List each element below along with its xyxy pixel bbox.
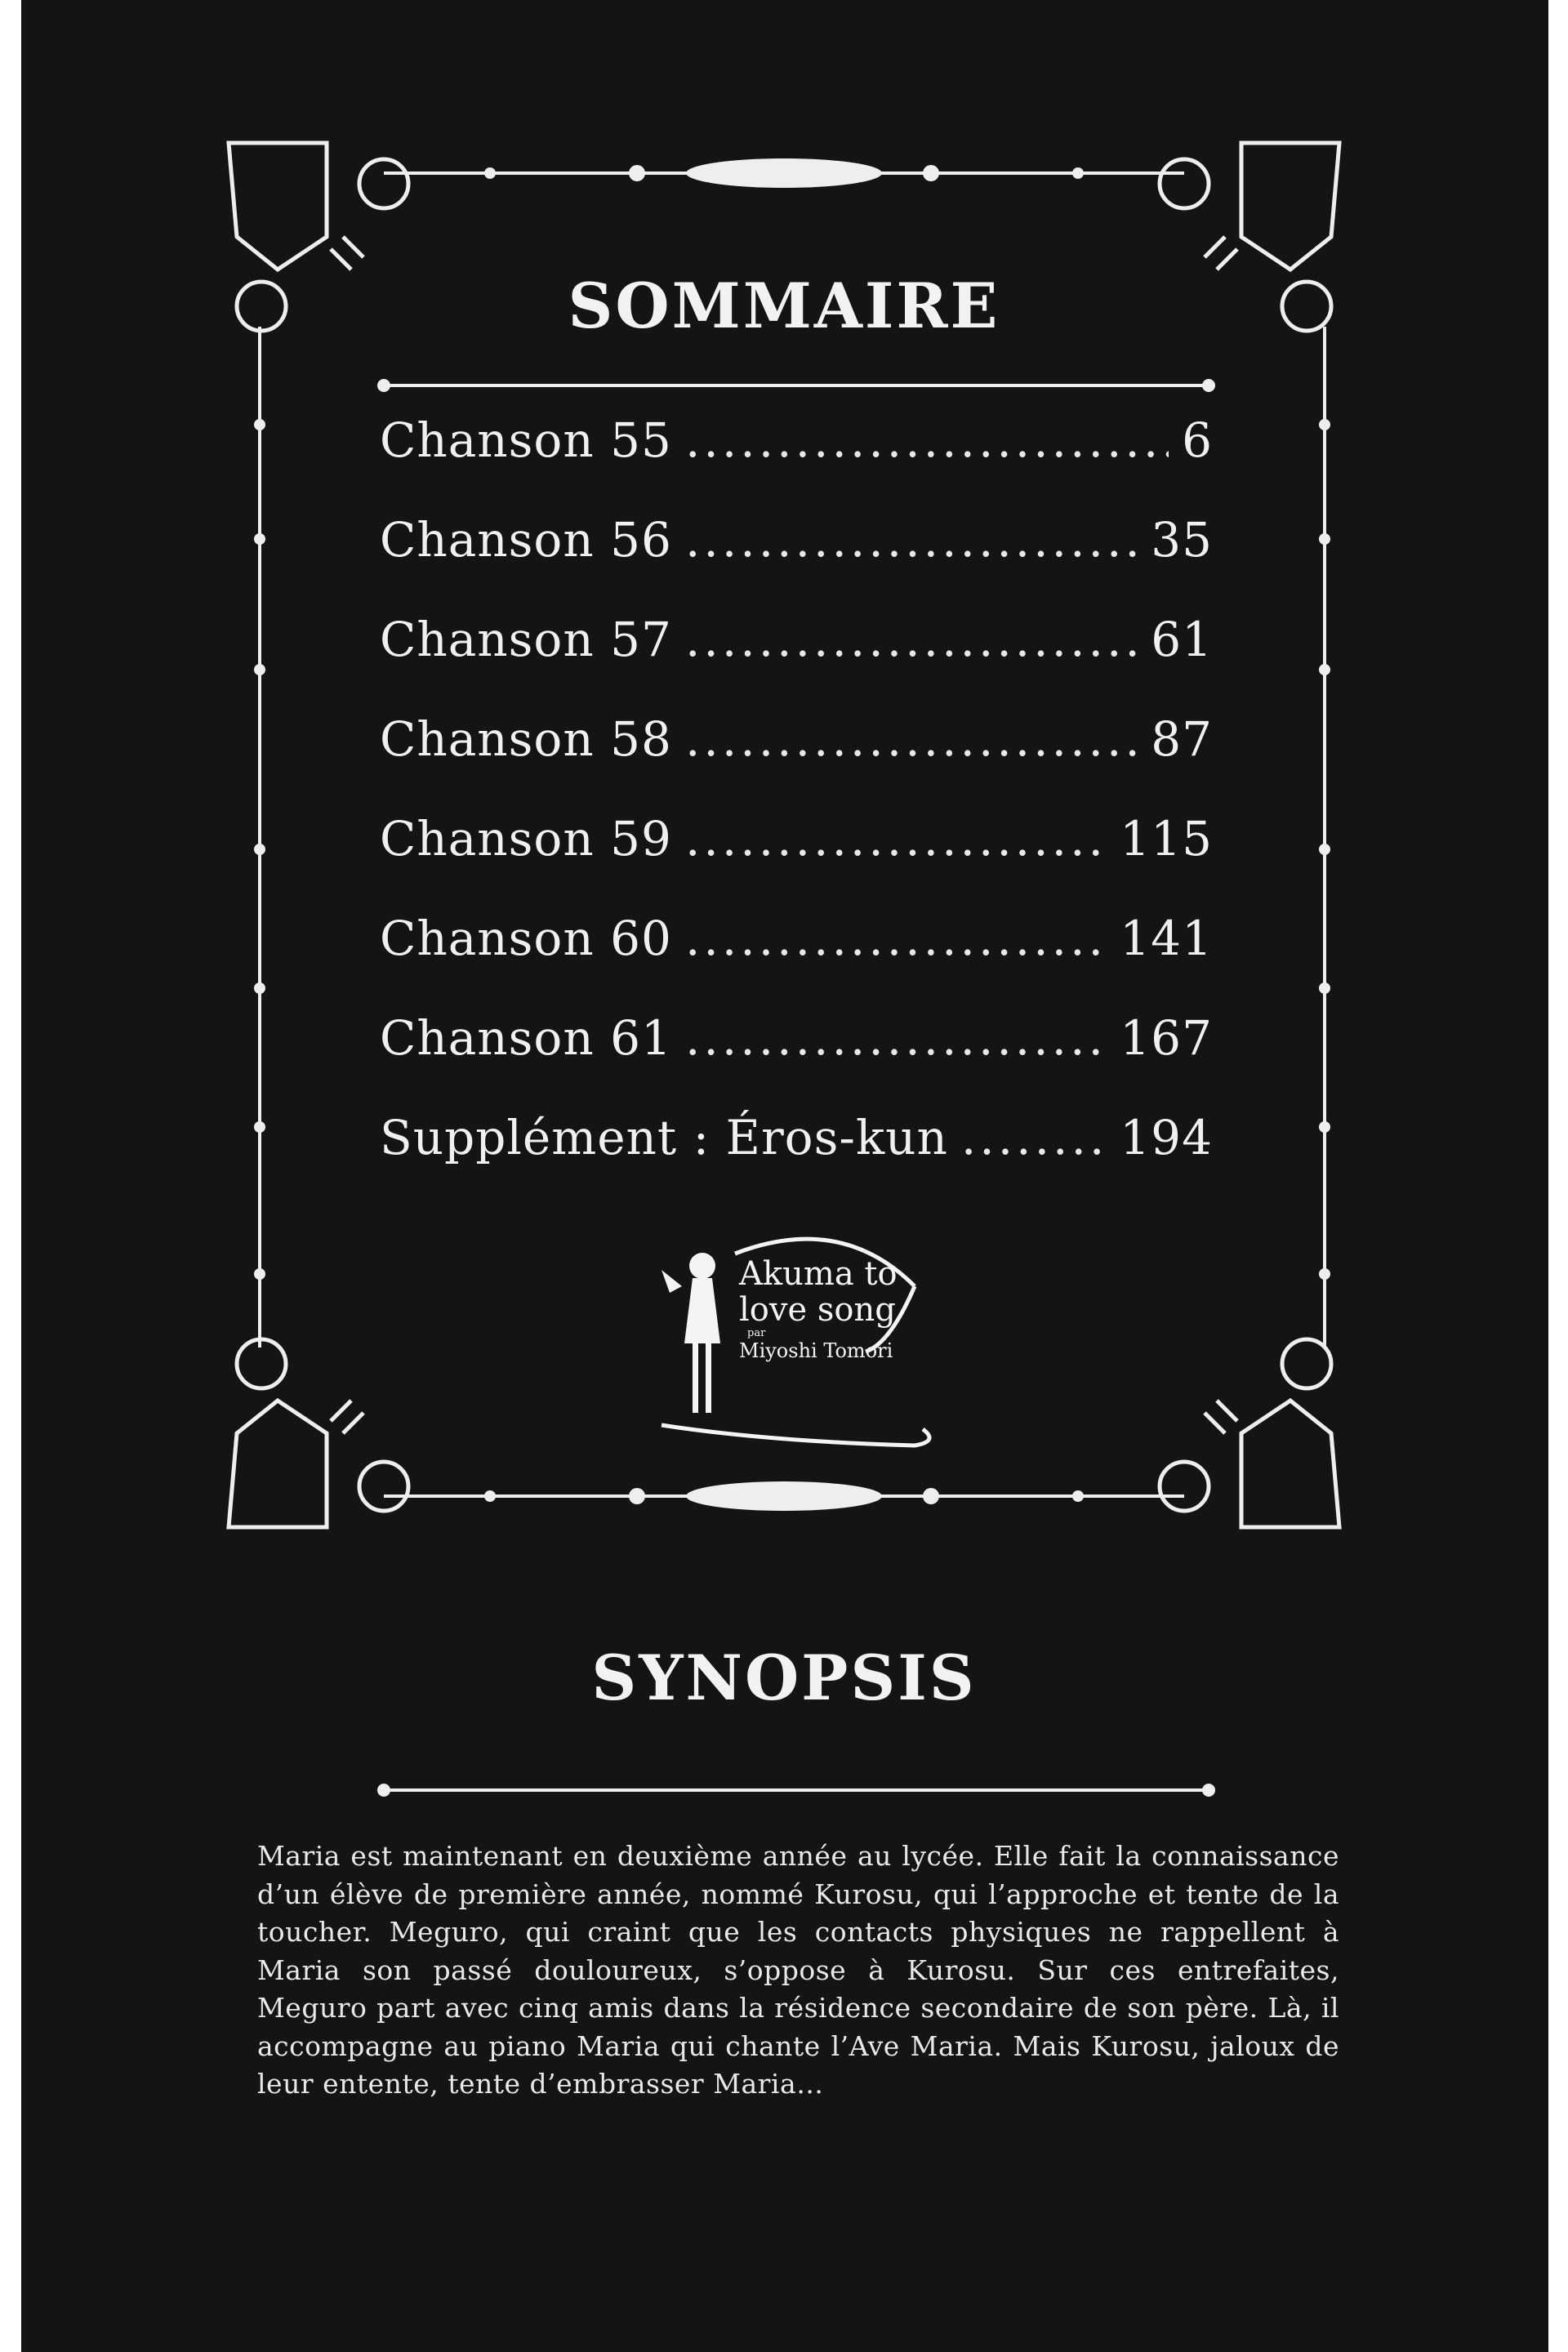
toc-leader-dots (685, 711, 1138, 767)
logo-title-line2: love song (739, 1291, 896, 1329)
toc-leader-dots (685, 512, 1138, 568)
toc-leader-dots (685, 911, 1107, 966)
toc-entry-page: 115 (1120, 811, 1213, 866)
toc-entry[interactable] (380, 412, 1213, 512)
toc-entry-label: Chanson 58 (380, 711, 672, 767)
toc-entry-label: Chanson 57 (380, 612, 672, 667)
toc-entry-label: Supplément : Éros-kun (380, 1110, 948, 1165)
toc-entry-page: 35 (1151, 512, 1213, 568)
toc-entry-label: Chanson 56 (380, 512, 672, 568)
toc-title: SOMMAIRE (568, 270, 1000, 342)
series-logo (645, 1221, 1013, 1466)
toc-entry-label: Chanson 55 (380, 412, 672, 468)
logo-by: par (747, 1327, 766, 1339)
toc-entry-label: Chanson 60 (380, 911, 672, 966)
toc-leader-dots (685, 811, 1107, 866)
toc-entry[interactable] (380, 911, 1213, 1010)
toc-entry-label: Chanson 59 (380, 811, 672, 866)
toc-entry-page: 61 (1151, 612, 1213, 667)
toc-leader-dots (685, 612, 1138, 667)
toc-entry-page: 194 (1120, 1110, 1213, 1165)
synopsis-title-rule (384, 1788, 1209, 1792)
toc-entry[interactable] (380, 811, 1213, 911)
toc-entry[interactable] (380, 612, 1213, 711)
toc-entry[interactable] (380, 711, 1213, 811)
toc-entry-page: 141 (1120, 911, 1213, 966)
toc-leader-dots (685, 412, 1169, 468)
toc-entry[interactable] (380, 512, 1213, 612)
toc-leader-dots (685, 1010, 1107, 1066)
toc-entry[interactable] (380, 1010, 1213, 1110)
toc-entry-page: 87 (1151, 711, 1213, 767)
logo-title-line1: Akuma to (739, 1255, 898, 1293)
toc-entry[interactable] (380, 1110, 1213, 1209)
table-of-contents (380, 412, 1213, 1209)
toc-entry-label: Chanson 61 (380, 1010, 672, 1066)
toc-title-rule (384, 384, 1209, 387)
synopsis-text: Maria est maintenant en deuxième année au lycée. Elle fait la connaissance d’un élève de première année, nommé Kurosu, qui l’approche et tente de la toucher. Meguro, qui craint que les contacts physiques ne rappellent à Maria son passé douloureux, s’oppose à Kurosu. Sur ces entrefaites, Meguro part avec cinq amis dans la résidence secondaire de son père. Là, il accompagne au piano Maria qui chante l’Ave Maria. Mais Kurosu, jaloux de leur entente, tente d’embrasser Maria… (257, 1840, 1339, 2100)
toc-leader-dots (961, 1110, 1107, 1165)
logo-author: Miyoshi Tomori (739, 1339, 893, 1362)
toc-entry-page: 6 (1182, 412, 1213, 468)
synopsis-title: SYNOPSIS (591, 1642, 977, 1714)
toc-entry-page: 167 (1120, 1010, 1213, 1066)
